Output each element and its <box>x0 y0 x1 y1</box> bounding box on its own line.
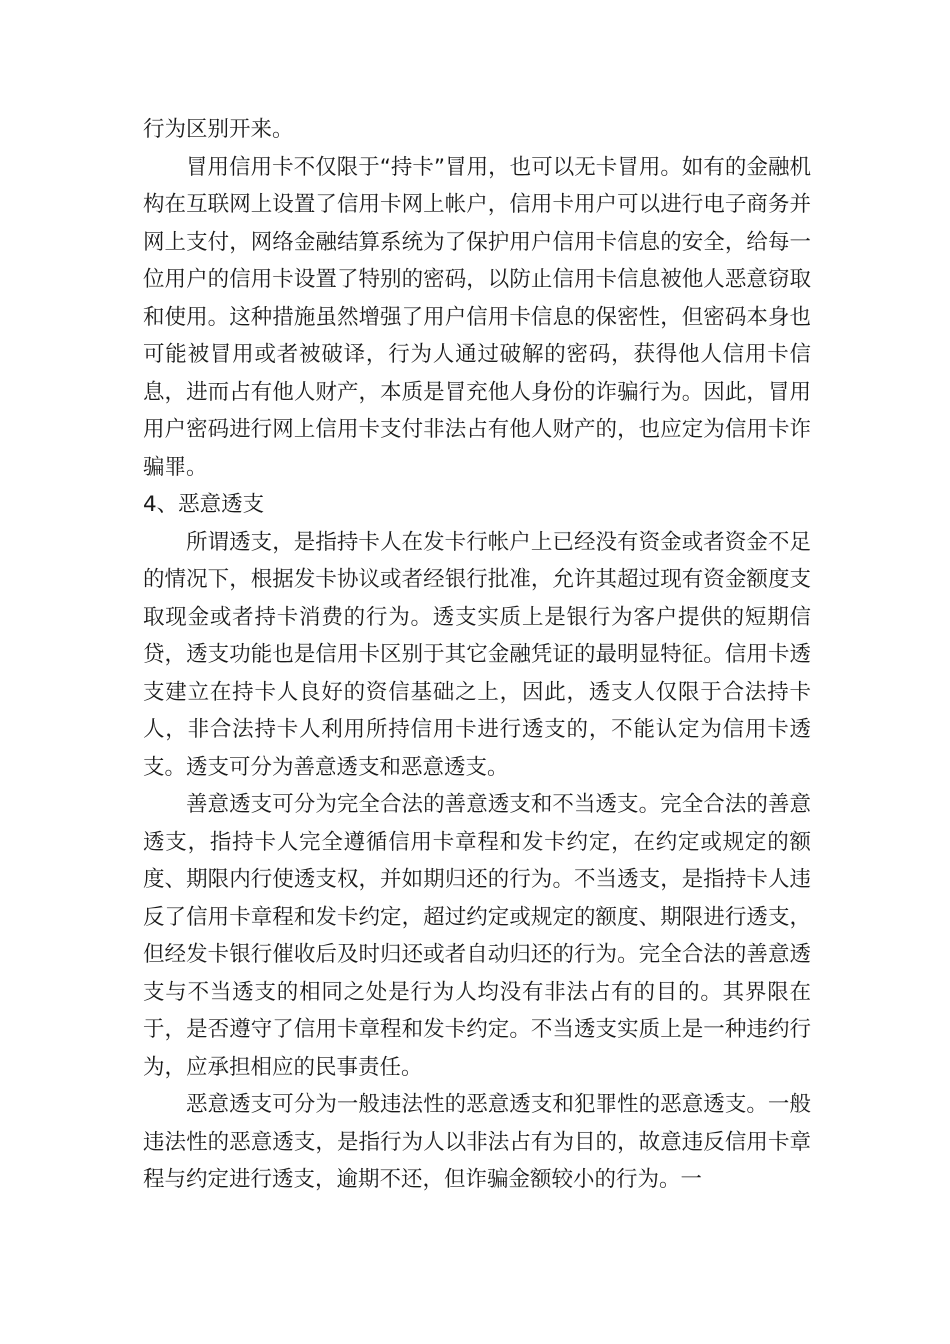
paragraph-good-faith-overdraft: 善意透支可分为完全合法的善意透支和不当透支。完全合法的善意透支，指持卡人完全遵循信用卡章程和发卡约定，在约定或规定的额度、期限内行使透支权，并如期归还的行为。不当透支，是指持卡人违反了信用卡章程和发卡约定，超过约定或规定的额度、期限进行透支，但经发卡银行催收后及时归还或者自动归还的行为。完全合法的善意透支与不当透支的相同之处是行为人均没有非法占有的目的。其界限在于，是否遵守了信用卡章程和发卡约定。不当透支实质上是一种违约行为，应承担相应的民事责任。 <box>143 792 811 1080</box>
paragraph-continuation: 行为区别开来。 <box>143 117 294 142</box>
paragraph-card-fraud-online: 冒用信用卡不仅限于“持卡”冒用，也可以无卡冒用。如有的金融机构在互联网上设置了信用卡网上帐户，信用卡用户可以进行电子商务并网上支付，网络金融结算系统为了保护用户信用卡信息的安全，给每一位用户的信用卡设置了特别的密码，以防止信用卡信息被他人恶意窃取和使用。这种措施虽然增强了用户信用卡信息的保密性，但密码本身也可能被冒用或者被破译，行为人通过破解的密码，获得他人信用卡信息，进而占有他人财产，本质是冒充他人身份的诈骗行为。因此，冒用用户密码进行网上信用卡支付非法占有他人财产的，也应定为信用卡诈骗罪。 <box>143 154 811 480</box>
section-heading-malicious-overdraft: 4、恶意透支 <box>143 492 265 517</box>
document-body <box>143 111 811 1199</box>
paragraph-overdraft-definition: 所谓透支，是指持卡人在发卡行帐户上已经没有资金或者资金不足的情况下，根据发卡协议或者经银行批准，允许其超过现有资金额度支取现金或者持卡消费的行为。透支实质上是银行为客户提供的短期信贷，透支功能也是信用卡区别于其它金融凭证的最明显特征。信用卡透支建立在持卡人良好的资信基础之上，因此，透支人仅限于合法持卡人，非合法持卡人利用所持信用卡进行透支的，不能认定为信用卡透支。透支可分为善意透支和恶意透支。 <box>143 529 811 780</box>
paragraph-malicious-overdraft: 恶意透支可分为一般违法性的恶意透支和犯罪性的恶意透支。一般违法性的恶意透支，是指行为人以非法占有为目的，故意违反信用卡章程与约定进行透支，逾期不还，但诈骗金额较小的行为。一 <box>143 1092 811 1192</box>
